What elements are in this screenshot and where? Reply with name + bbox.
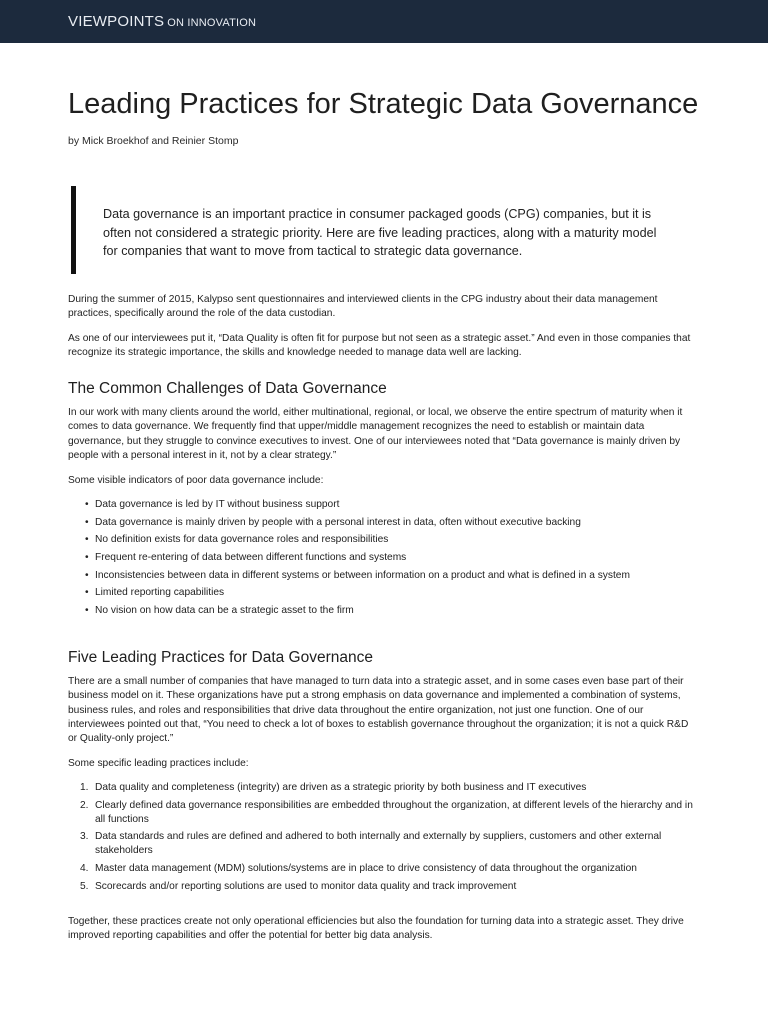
list-item: • Data governance is mainly driven by people with a personal interest in data, often without executive backing [85,516,581,528]
intro-paragraph-2: As one of our interviewees put it, “Data Quality is often fit for purpose but not seen as a strategic asset.” And even in those companies that recognize its strategic importance, the skills and knowledge needed to manage data well are lacking. [68,333,691,359]
list-item: 5. Scorecards and/or reporting solutions are used to monitor data quality and track improvement [80,880,517,892]
indicators-list [68,498,630,622]
list-item: • No vision on how data can be a strategic asset to the firm [85,605,354,617]
list-item: • No definition exists for data governance roles and responsibilities [85,534,389,546]
list-item: • Inconsistencies between data in different systems or between information on a product and what is defined in a system [85,569,630,581]
section-heading-practices: Five Leading Practices for Data Governance [68,649,373,666]
practices-paragraph: There are a small number of companies that have managed to turn data into a strategic asset, and in some cases even base part of their business model on it. These organizations have put a strong emphasis on data governance and implemented a combination of systems, business rules, and roles and responsibilities that drive data throughout the entire organization, not just one function. One of our interviewees pointed out that, “You need to check a lot of boxes to establish governance throughout the organization; it is not a quick R&D or Quality-only project.” [68,676,689,745]
list-item: 3. Data standards and rules are defined and adhered to both internally and externally by suppliers, customers and other external stakeholders [80,831,662,857]
closing-paragraph: Together, these practices create not only operational efficiencies but also the foundation for turning data into a strategic asset. They drive improved reporting capabilities and offer the potential for better big data analysis. [68,916,684,942]
bullet-icon: • [85,516,89,528]
practices-list [68,781,700,897]
bullet-icon: • [85,605,89,617]
pull-quote-bar [71,186,76,274]
list-item: 2. Clearly defined data governance responsibilities are embedded throughout the organization, at different levels of the hierarchy and in all functions [80,799,693,825]
brand-name: VIEWPOINTS [68,13,165,30]
article-title: Leading Practices for Strategic Data Governance [68,88,699,120]
challenges-paragraph: In our work with many clients around the world, either multinational, regional, or local, we observe the entire spectrum of maturity when it comes to data governance. We frequently find that upper/middle management recognizes the need to establish or maintain data governance, but they struggle to convince executives to invest. One of our interviewees noted that “Data governance is mainly driven by people with a personal interest in it, not by a clear strategy.” [68,407,683,461]
brand-subtitle: ON INNOVATION [167,17,257,29]
list-item: • Data governance is led by IT without business support [85,499,340,510]
section-heading-challenges: The Common Challenges of Data Governance [68,380,387,397]
bullet-icon: • [85,587,89,599]
article-byline: by Mick Broekhof and Reinier Stomp [68,135,239,147]
list-item: • Frequent re-entering of data between different functions and systems [85,552,407,564]
list-item: 4. Master data management (MDM) solutions/systems are in place to drive consistency of data throughout the organization [80,863,637,875]
bullet-icon: • [85,534,89,546]
header-bar [0,0,768,43]
pull-quote-text: Data governance is an important practice in consumer packaged goods (CPG) companies, but it is often not considered a strategic priority. Here are five leading practices, along with a maturity model for companies that want to move from tactical to strategic data governance. [103,207,657,259]
publication-brand [68,13,256,30]
practices-list-intro: Some specific leading practices include: [68,758,249,769]
list-item: • Limited reporting capabilities [85,587,225,599]
bullet-icon: • [85,552,89,564]
intro-paragraph-1: During the summer of 2015, Kalypso sent questionnaires and interviewed clients in the CPG industry about their data management practices, specifically around the role of the data custodian. [68,294,658,320]
bullet-icon: • [85,499,89,510]
challenges-list-intro: Some visible indicators of poor data governance include: [68,475,324,486]
list-item: 1. Data quality and completeness (integrity) are driven as a strategic priority by both business and IT executives [80,782,587,793]
bullet-icon: • [85,569,89,581]
